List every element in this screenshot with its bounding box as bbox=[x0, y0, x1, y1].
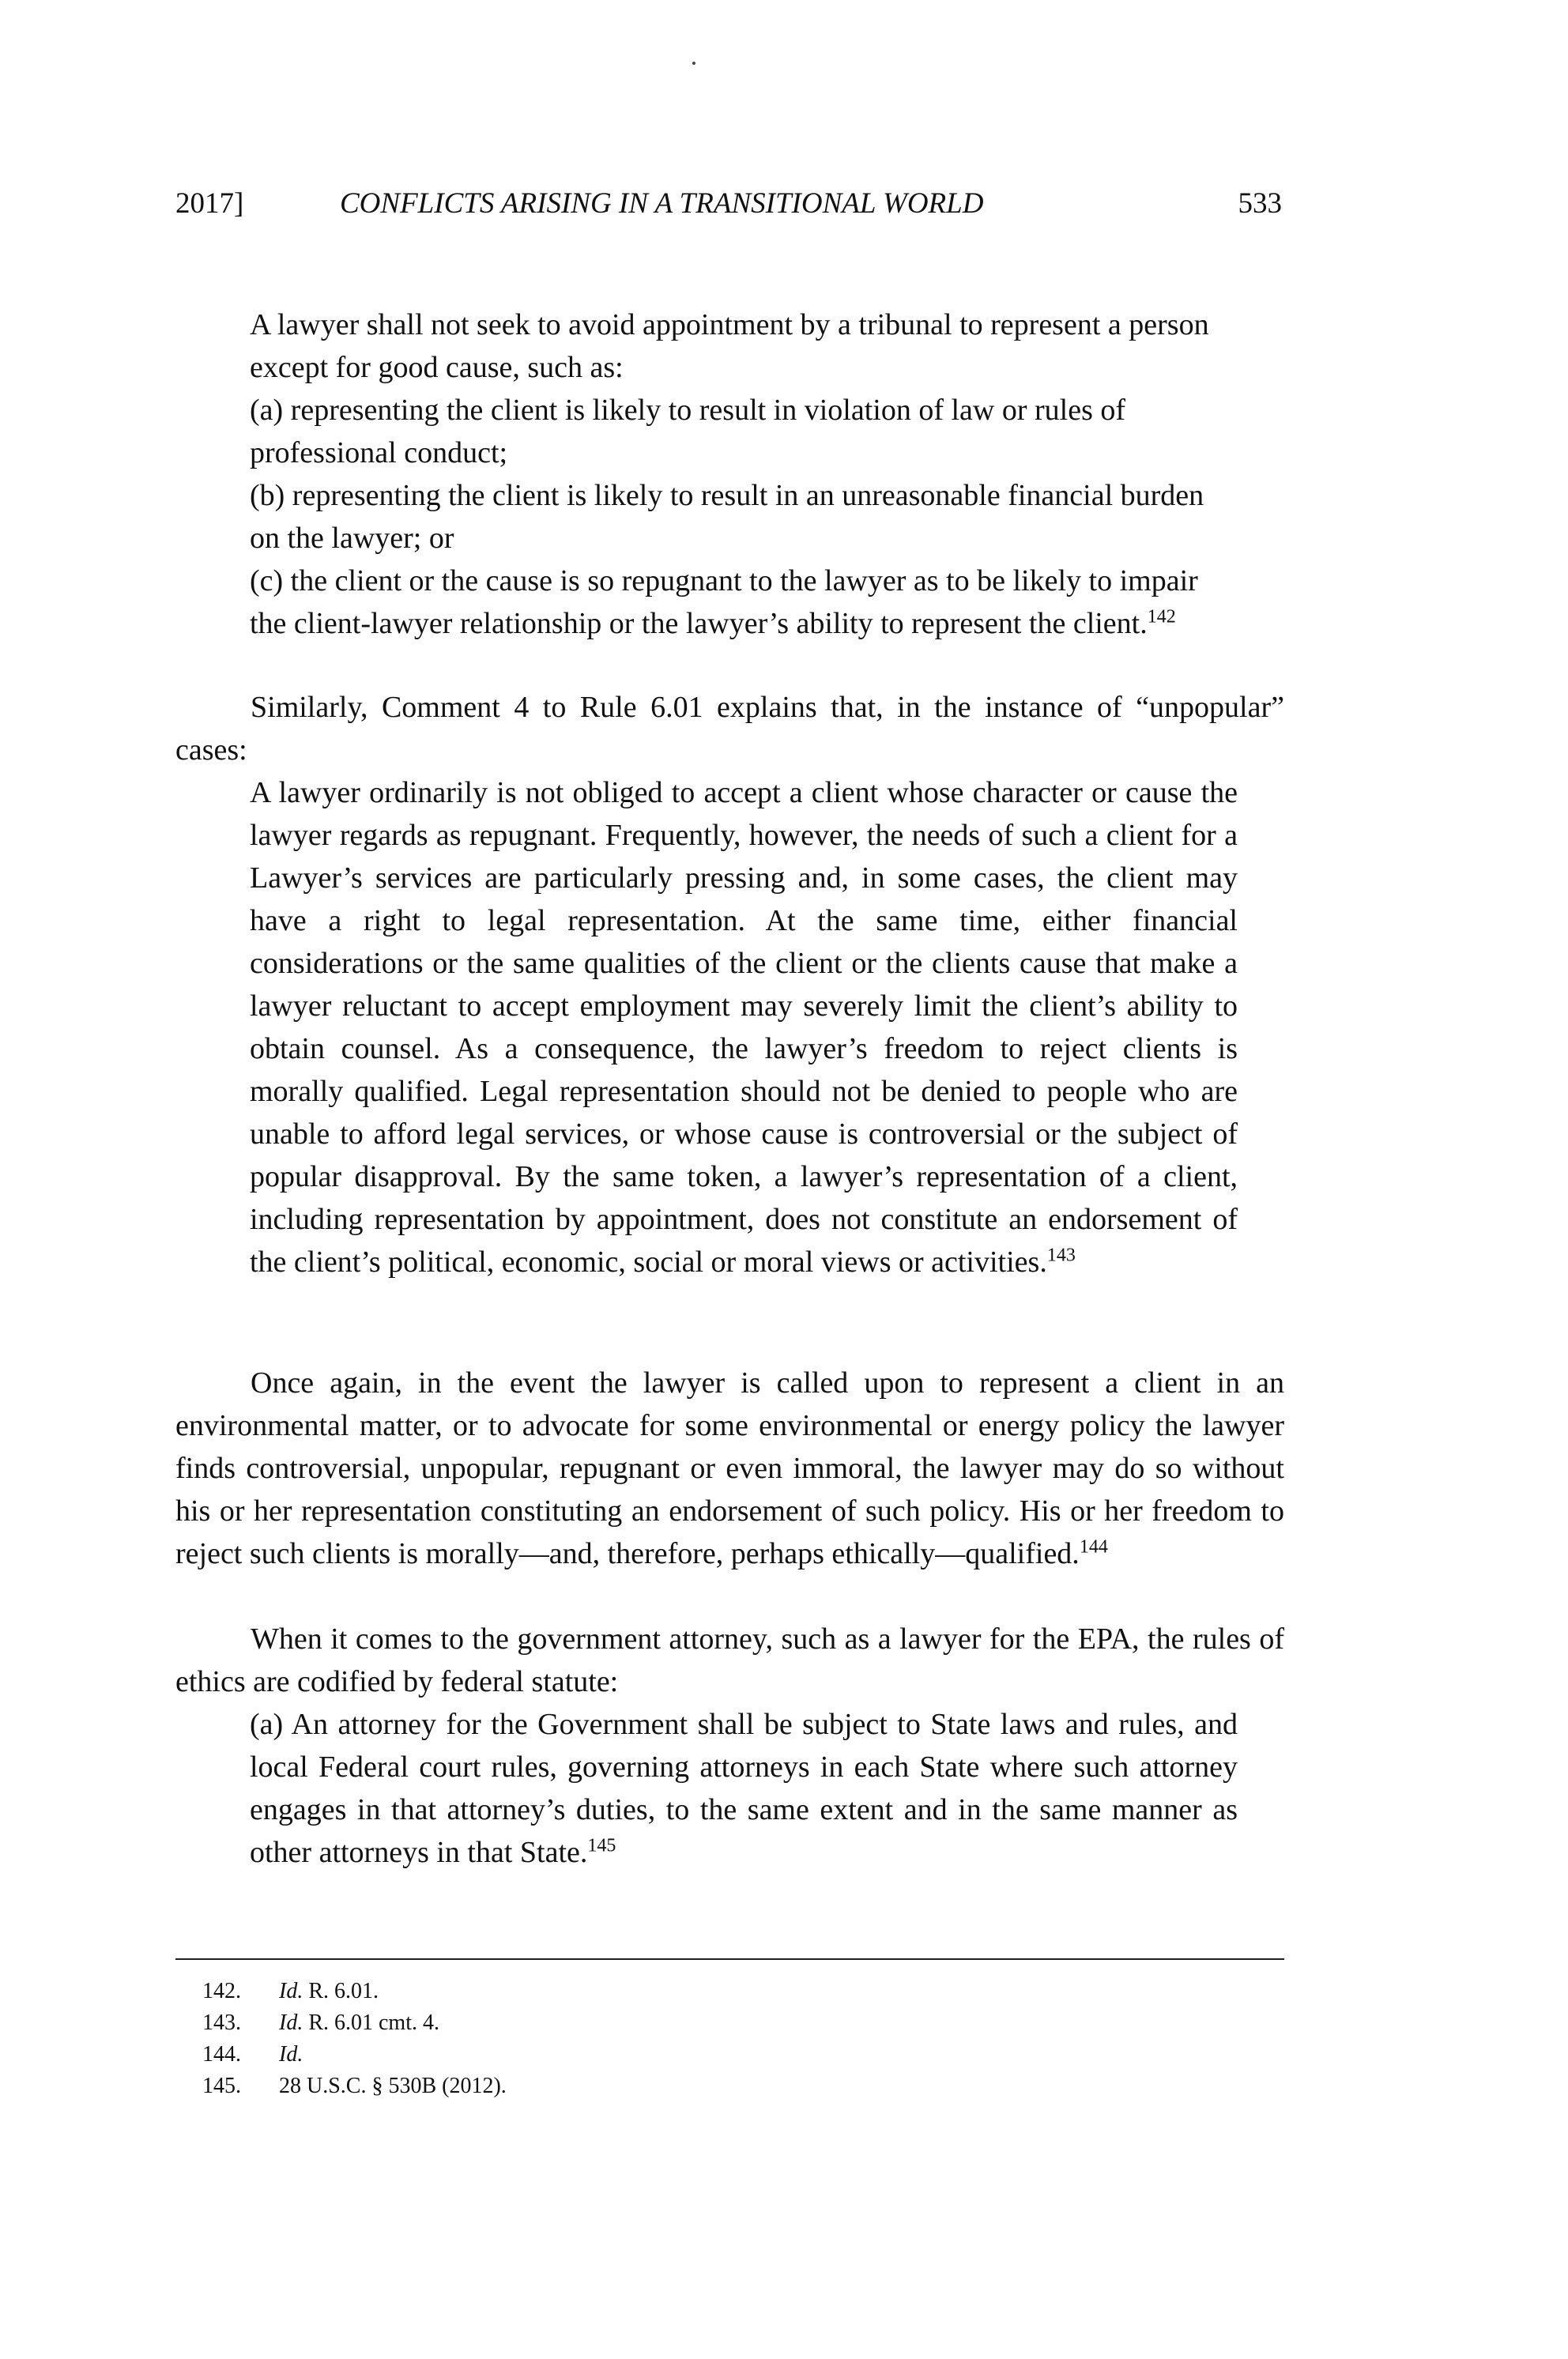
quote-line-text: (c) the client or the cause is so repugnant to the lawyer as to be likely to impair the client-lawyer relationship or the lawyer’s ability to represent the client. bbox=[250, 564, 1198, 640]
quote-line: (a) representing the client is likely to result in violation of law or rules of professional conduct; bbox=[250, 394, 1126, 469]
footnote-ref: 144 bbox=[1079, 1536, 1108, 1558]
paragraph-text bbox=[175, 1362, 1284, 1575]
quote-line bbox=[250, 560, 1238, 645]
body-paragraph bbox=[175, 1618, 1284, 1703]
footnote-ref: 145 bbox=[587, 1835, 616, 1856]
footnote-divider bbox=[175, 1958, 1284, 1960]
body-paragraph bbox=[175, 686, 1284, 771]
paragraph-text: Similarly, Comment 4 to Rule 6.01 explains that, in the instance of “unpopular” cases: bbox=[175, 691, 1284, 767]
footnote-text bbox=[279, 2007, 439, 2039]
quote-text: (a) An attorney for the Government shall be subject to State laws and rules, and local Federal court rules, governing attorneys in each State where such attorney engages in that attorney’s duties, to the same extent and in the same manner as other attorneys in that State. bbox=[250, 1708, 1238, 1869]
footnote bbox=[202, 2007, 1230, 2039]
block-quote-statute bbox=[250, 1703, 1238, 1874]
paragraph-body: Once again, in the event the lawyer is called upon to represent a client in an environmental matter, or to advocate for some environmental or energy policy the lawyer finds controversial, unpopular, repugnant or even immoral, the lawyer may do so without his or her representation constituting an endorsement of such policy. His or her freedom to reject such clients is morally—and, therefore, perhaps ethically—qualified. bbox=[175, 1366, 1284, 1570]
footnote bbox=[202, 2071, 1230, 2102]
page-number: 533 bbox=[1238, 187, 1282, 220]
footnote-text bbox=[279, 1976, 379, 2007]
footnote bbox=[202, 2039, 1230, 2071]
footnote-cite: R. 6.01 cmt. 4. bbox=[303, 2010, 439, 2035]
paragraph-text: When it comes to the government attorney, such as a lawyer for the EPA, the rules of ethics are codified by federal statute: bbox=[175, 1622, 1284, 1698]
block-quote-comment-4 bbox=[250, 771, 1238, 1283]
quote-line: (b) representing the client is likely to result in an unreasonable financial burden on the lawyer; or bbox=[250, 479, 1204, 555]
quote-paragraph bbox=[250, 1703, 1238, 1874]
footnote-ref: 143 bbox=[1046, 1245, 1076, 1266]
footnote-number: 144. bbox=[202, 2042, 241, 2067]
footnotes bbox=[202, 1976, 1230, 2102]
footnote-number: 142. bbox=[202, 1979, 241, 2003]
body-paragraph bbox=[175, 1362, 1284, 1575]
footnote bbox=[202, 1976, 1230, 2007]
block-quote-rule-6-2 bbox=[250, 303, 1238, 645]
quote-paragraph bbox=[250, 771, 1238, 1283]
footnote-text bbox=[279, 2071, 507, 2102]
footnote-cite: 28 U.S.C. § 530B (2012). bbox=[279, 2074, 507, 2098]
footnote-number: 143. bbox=[202, 2010, 241, 2035]
footnote-cite-italic: Id. bbox=[279, 2010, 303, 2035]
header-year: 2017] bbox=[175, 187, 244, 220]
footnote-cite-italic: Id. bbox=[279, 2042, 303, 2067]
footnote-number: 145. bbox=[202, 2074, 241, 2098]
footnote-cite-italic: Id. bbox=[279, 1979, 303, 2003]
running-header bbox=[175, 180, 1282, 228]
quote-line: A lawyer shall not seek to avoid appointment by a tribunal to represent a person except for good cause, such as: bbox=[250, 308, 1209, 384]
footnote-ref: 142 bbox=[1147, 606, 1176, 627]
scan-speck bbox=[692, 62, 695, 65]
quote-text: A lawyer ordinarily is not obliged to accept a client whose character or cause the lawyer regards as repugnant. Frequently, however, the needs of such a client for a Lawyer’s services are particularly pressing and, in some cases, the client may have a right to legal representation. At the same time, either financial considerations or the same qualities of the client or the clients cause that make a lawyer reluctant to accept employment may severely limit the client’s ability to obtain counsel. As a consequence, the lawyer’s freedom to reject clients is morally qualified. Legal representation should not be denied to people who are unable to afford legal services, or whose cause is controversial or the subject of popular disapproval. By the same token, a lawyer’s representation of a client, including representation by appointment, does not constitute an endorsement of the client’s political, economic, social or moral views or activities. bbox=[250, 776, 1238, 1279]
footnote-text bbox=[279, 2039, 303, 2071]
running-title: CONFLICTS ARISING IN A TRANSITIONAL WORLD bbox=[340, 187, 984, 220]
footnote-cite: R. 6.01. bbox=[303, 1979, 379, 2003]
